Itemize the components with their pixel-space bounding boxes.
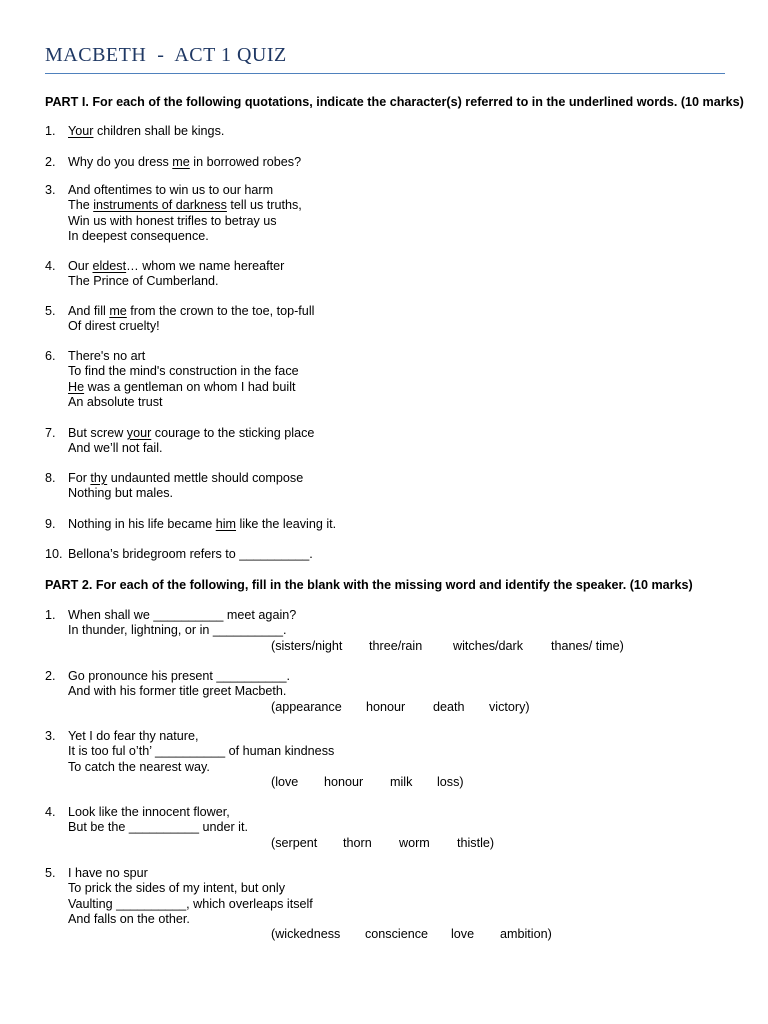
text-segment: children shall be kings. bbox=[93, 124, 225, 138]
answer-option: (wickedness bbox=[271, 927, 341, 941]
answer-option: worm bbox=[399, 836, 430, 850]
text-segment: Vaulting __________, which overleaps itself bbox=[68, 896, 313, 911]
text-segment: Bellona’s bridegroom refers to __________. bbox=[68, 547, 313, 561]
question-line bbox=[68, 517, 336, 532]
text-segment: courage to the sticking place bbox=[151, 426, 315, 440]
question-line bbox=[68, 744, 334, 759]
text-segment: To find the mind's construction in the face bbox=[68, 364, 299, 379]
answer-option: honour bbox=[324, 775, 364, 789]
page-title: MACBETH - ACT 1 QUIZ bbox=[45, 44, 287, 66]
text-segment: To prick the sides of my intent, but only bbox=[68, 881, 285, 896]
text-segment: like the leaving it. bbox=[236, 517, 337, 531]
text-segment: The bbox=[68, 198, 94, 213]
answer-option: thistle) bbox=[457, 836, 495, 850]
answer-option: ambition) bbox=[500, 927, 552, 941]
question-number: 2. bbox=[45, 155, 56, 169]
text-segment: … whom we name hereafter bbox=[126, 259, 285, 273]
question-line bbox=[68, 805, 248, 820]
question-line bbox=[68, 441, 314, 456]
text-segment: in borrowed robes? bbox=[189, 155, 302, 169]
text-segment: Of direst cruelty! bbox=[68, 319, 160, 334]
question-line bbox=[68, 214, 302, 229]
answer-option: (serpent bbox=[271, 836, 318, 850]
answer-option: love bbox=[451, 927, 475, 941]
question-text bbox=[68, 669, 290, 700]
question-line bbox=[68, 198, 302, 213]
text-segment: And fill bbox=[68, 304, 110, 318]
text-segment: It is too ful o’th’ __________ of human kindness bbox=[68, 744, 335, 759]
answer-option: thorn bbox=[343, 836, 372, 850]
question-text bbox=[68, 259, 284, 290]
question-text bbox=[68, 866, 313, 928]
text-segment: Nothing but males. bbox=[68, 486, 174, 501]
text-segment: Why do you dress bbox=[68, 155, 173, 169]
question-text bbox=[68, 608, 296, 639]
question-line bbox=[68, 155, 301, 170]
answer-option: loss) bbox=[437, 775, 464, 789]
question-number: 6. bbox=[45, 349, 56, 363]
text-segment: But be the __________ under it. bbox=[68, 820, 248, 835]
question-line bbox=[68, 608, 296, 623]
question-number: 5. bbox=[45, 866, 56, 880]
question-number: 3. bbox=[45, 729, 56, 743]
text-segment: When shall we __________ meet again? bbox=[68, 608, 297, 622]
answer-option: three/rain bbox=[369, 639, 423, 653]
text-segment: For bbox=[68, 471, 91, 485]
question-number: 7. bbox=[45, 426, 56, 440]
question-text bbox=[68, 155, 301, 170]
question-text bbox=[68, 183, 302, 245]
question-number: 2. bbox=[45, 669, 56, 683]
text-segment: from the crown to the toe, top-full bbox=[126, 304, 315, 318]
text-segment: Yet I do fear thy nature, bbox=[68, 729, 199, 743]
question-line bbox=[68, 304, 314, 319]
question-line bbox=[68, 486, 303, 501]
question-text bbox=[68, 471, 303, 502]
question-line bbox=[68, 820, 248, 835]
question-number: 9. bbox=[45, 517, 56, 531]
text-segment: An absolute trust bbox=[68, 395, 163, 410]
answer-option: (appearance bbox=[271, 700, 342, 714]
text-segment: And falls on the other. bbox=[68, 912, 190, 927]
answer-option: witches/dark bbox=[453, 639, 523, 653]
question-text bbox=[68, 349, 299, 411]
text-segment: In deepest consequence. bbox=[68, 229, 209, 244]
question-line bbox=[68, 912, 313, 927]
underlined-words: Your bbox=[68, 124, 94, 138]
question-line bbox=[68, 319, 314, 334]
text-segment: was a gentleman on whom I had built bbox=[84, 379, 296, 394]
question-number: 4. bbox=[45, 805, 56, 819]
question-line bbox=[68, 471, 303, 486]
question-text bbox=[68, 805, 248, 836]
question-line bbox=[68, 426, 314, 441]
question-line bbox=[68, 669, 290, 684]
text-segment: And we’ll not fail. bbox=[68, 441, 163, 456]
question-line bbox=[68, 364, 299, 379]
text-segment: The Prince of Cumberland. bbox=[68, 274, 219, 289]
question-line bbox=[68, 866, 313, 881]
part1-heading: PART I. For each of the following quotations, indicate the character(s) referred to in the underlined words. (10 marks) bbox=[45, 95, 744, 109]
underlined-words: your bbox=[126, 426, 152, 440]
part2-heading: PART 2. For each of the following, fill in the blank with the missing word and identify the speaker. (10 marks) bbox=[45, 578, 693, 592]
question-line bbox=[68, 623, 296, 638]
text-segment: In thunder, lightning, or in __________. bbox=[68, 623, 287, 638]
question-number: 3. bbox=[45, 183, 56, 197]
question-text bbox=[68, 304, 314, 335]
question-line bbox=[68, 881, 313, 896]
answer-option: milk bbox=[390, 775, 413, 789]
text-segment: To catch the nearest way. bbox=[68, 759, 210, 774]
text-segment: tell us truths, bbox=[226, 198, 302, 213]
answer-option: thanes/ time) bbox=[551, 639, 624, 653]
question-number: 1. bbox=[45, 124, 56, 138]
text-segment: I have no spur bbox=[68, 866, 148, 880]
underlined-words: me bbox=[172, 155, 190, 169]
question-line bbox=[68, 183, 302, 198]
underlined-words: him bbox=[215, 517, 237, 531]
question-text bbox=[68, 547, 313, 562]
question-text bbox=[68, 124, 224, 139]
question-number: 8. bbox=[45, 471, 56, 485]
answer-option: (sisters/night bbox=[271, 639, 343, 653]
question-number: 5. bbox=[45, 304, 56, 318]
question-line bbox=[68, 349, 299, 364]
underlined-words: me bbox=[109, 304, 127, 318]
question-line bbox=[68, 259, 284, 274]
underlined-words: thy bbox=[90, 471, 108, 485]
text-segment: And with his former title greet Macbeth. bbox=[68, 684, 287, 699]
question-line bbox=[68, 897, 313, 912]
text-segment: There's no art bbox=[68, 349, 146, 363]
underlined-words: eldest bbox=[92, 259, 127, 273]
underlined-words: instruments of darkness bbox=[93, 198, 227, 213]
question-line bbox=[68, 274, 284, 289]
title-divider bbox=[45, 73, 725, 74]
text-segment: Our bbox=[68, 259, 93, 273]
question-line bbox=[68, 380, 299, 395]
text-segment: Nothing in his life became bbox=[68, 517, 216, 531]
answer-option: conscience bbox=[365, 927, 429, 941]
answer-option: honour bbox=[366, 700, 406, 714]
question-text bbox=[68, 517, 336, 532]
answer-option: victory) bbox=[489, 700, 530, 714]
answer-option: death bbox=[433, 700, 465, 714]
question-line bbox=[68, 229, 302, 244]
question-line bbox=[68, 684, 290, 699]
question-line bbox=[68, 729, 334, 744]
question-line bbox=[68, 760, 334, 775]
text-segment: undaunted mettle should compose bbox=[107, 471, 304, 485]
text-segment: Look like the innocent flower, bbox=[68, 805, 230, 819]
question-line bbox=[68, 547, 313, 562]
answer-option: (love bbox=[271, 775, 299, 789]
question-text bbox=[68, 729, 334, 775]
text-segment: And oftentimes to win us to our harm bbox=[68, 183, 274, 197]
text-segment: But screw bbox=[68, 426, 127, 440]
question-number: 1. bbox=[45, 608, 56, 622]
question-line bbox=[68, 395, 299, 410]
underlined-words: He bbox=[68, 379, 85, 394]
question-text bbox=[68, 426, 314, 457]
question-number: 4. bbox=[45, 259, 56, 273]
question-number: 10. bbox=[45, 547, 63, 561]
question-line bbox=[68, 124, 224, 139]
text-segment: Go pronounce his present __________. bbox=[68, 669, 290, 683]
text-segment: Win us with honest trifles to betray us bbox=[68, 213, 277, 228]
